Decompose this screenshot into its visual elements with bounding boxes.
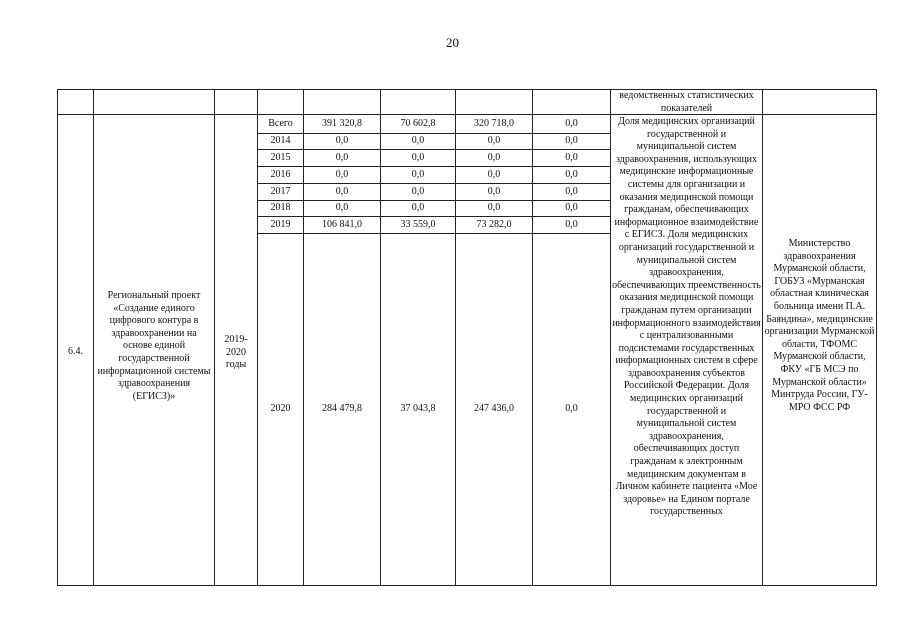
year-federal: 0,0 xyxy=(411,169,425,180)
year-label: 2015 xyxy=(270,152,291,163)
year-label: 2020 xyxy=(270,403,291,414)
year-federal: 70 602,8 xyxy=(400,118,436,129)
year-label: Всего xyxy=(268,118,293,129)
year-federal: 37 043,8 xyxy=(400,403,436,414)
year-regional: 0,0 xyxy=(487,135,501,146)
year-other: 0,0 xyxy=(565,202,578,213)
project-name: Региональный проект «Создание единого цифрового контура в здравоохранении на основе единой государственной информационной системы здравоохранения (ЕГИСЗ)» xyxy=(97,290,211,402)
year-total: 0,0 xyxy=(335,186,349,197)
year-total: 0,0 xyxy=(335,135,349,146)
year-label: 2016 xyxy=(270,169,291,180)
year-other: 0,0 xyxy=(565,403,578,414)
year-total: 284 479,8 xyxy=(322,403,362,414)
year-federal: 0,0 xyxy=(411,186,425,197)
year-total: 0,0 xyxy=(335,152,349,163)
year-regional: 0,0 xyxy=(487,186,501,197)
year-regional: 0,0 xyxy=(487,169,501,180)
year-label: 2018 xyxy=(270,202,291,213)
year-federal: 0,0 xyxy=(411,202,425,213)
year-federal: 0,0 xyxy=(411,135,425,146)
year-federal: 33 559,0 xyxy=(400,219,436,230)
year-label: 2014 xyxy=(270,135,291,146)
executors-text: Министерство здравоохранения Мурманской области, ГОБУЗ «Мурманская областная клиническая больница имени П.А. Баяндина», медицинские организации Мурманской области, ТФОМС Мурманской области, ФКУ «ГБ МСЭ по Мурманской области» Минтруда России, ГУ-МРО ФСС РФ xyxy=(764,238,875,413)
year-regional: 247 436,0 xyxy=(474,403,514,414)
page-number: 20 xyxy=(446,35,459,50)
indicators-text: Доля медицинских организаций государственной и муниципальной систем здравоохранения, использующих медицинские информационные системы для организации и оказания медицинской помощи гражданам, обеспечивающих информационное взаимодействие с ЕГИСЗ. Доля медицинских организаций государственной и муниципальной систем здравоохранения, обеспечивающих преемственность оказания медицинской помощи гражданам путем организации информационного взаимодействия с централизованными подсистемами государственных информационных систем в сфере здравоохранения субъектов Российской Федерации. Доля медицинских организаций государственной и муниципальной систем здравоохранения, обеспечивающих доступ гражданам к электронным медицинским документам в Личном кабинете пациента «Мое здоровье» на Едином портале государственных xyxy=(612,116,761,518)
year-other: 0,0 xyxy=(565,169,578,180)
year-other: 0,0 xyxy=(565,152,578,163)
year-total: 106 841,0 xyxy=(322,219,362,230)
year-regional: 320 718,0 xyxy=(474,118,514,129)
year-regional: 0,0 xyxy=(487,202,501,213)
year-label: 2017 xyxy=(270,186,291,197)
year-total: 0,0 xyxy=(335,202,349,213)
year-federal: 0,0 xyxy=(411,152,425,163)
year-other: 0,0 xyxy=(565,219,578,230)
project-period: 2019-2020 годы xyxy=(224,334,248,371)
year-regional: 73 282,0 xyxy=(476,219,512,230)
year-total: 0,0 xyxy=(335,169,349,180)
row-number: 6.4. xyxy=(68,346,83,357)
year-regional: 0,0 xyxy=(487,152,501,163)
year-label: 2019 xyxy=(270,219,291,230)
year-total: 391 320,8 xyxy=(322,118,362,129)
top-indicator-fragment: ведомственных статистических показателей xyxy=(619,90,754,114)
year-other: 0,0 xyxy=(565,186,578,197)
year-other: 0,0 xyxy=(565,118,578,129)
year-other: 0,0 xyxy=(565,135,578,146)
